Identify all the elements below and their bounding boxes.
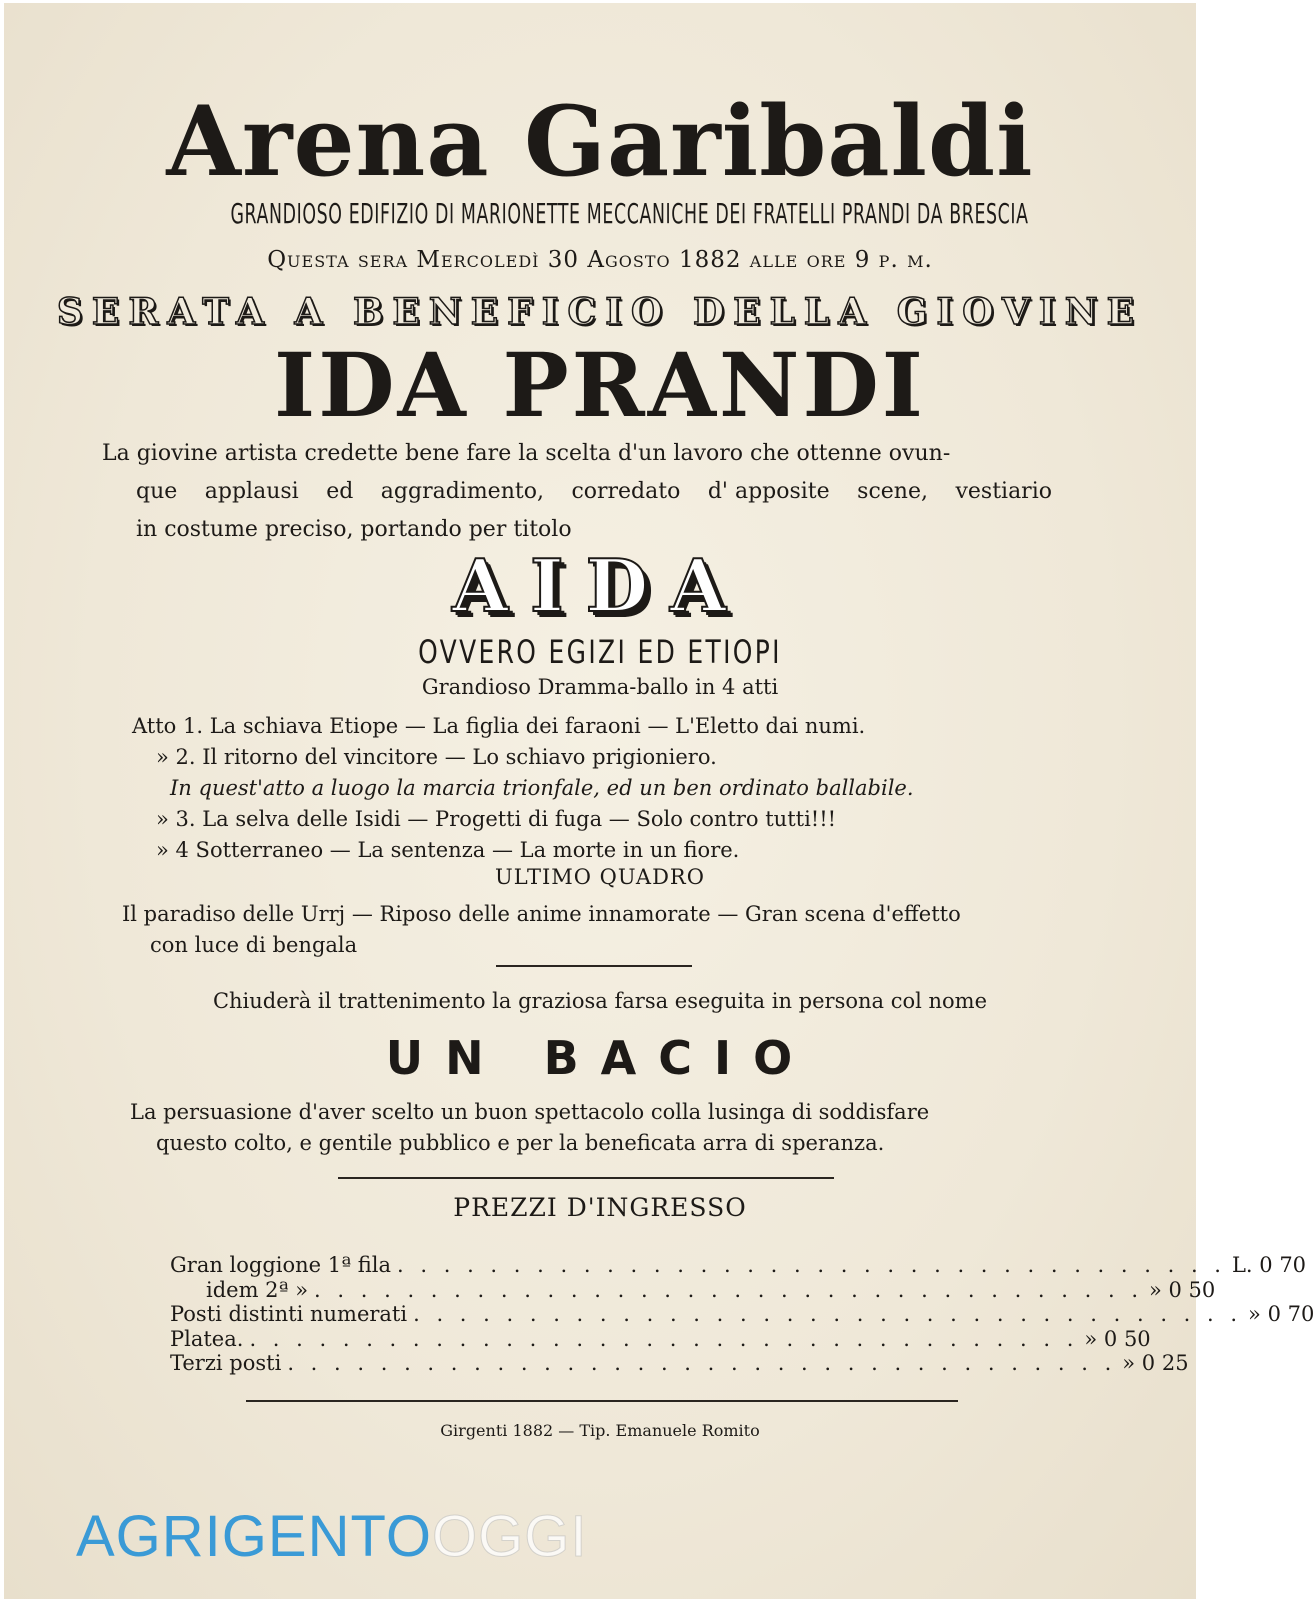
act-1: Atto 1. La schiava Etiope — La figlia dei faraoni — L'Eletto dai numi.: [132, 714, 866, 738]
intro-word: corredato: [571, 479, 681, 504]
price-row: [170, 1253, 1307, 1278]
price-label: idem 2ª »: [206, 1277, 309, 1302]
divider-prices-top: [338, 1177, 834, 1179]
intro-line-1: La giovine artista credette bene fare la scelta d'un lavoro che ottenne ovun-: [102, 441, 951, 466]
price-label: Gran loggione 1ª fila: [170, 1253, 392, 1277]
last-scene-title: ULTIMO QUADRO: [495, 865, 705, 889]
intro-word: vestiario: [955, 479, 1052, 504]
intro-word: d' apposite: [707, 479, 830, 504]
price-label: Terzi posti: [170, 1351, 282, 1375]
price-row: [170, 1302, 1314, 1327]
price-value: » 0 70: [1248, 1302, 1314, 1326]
act-3: » 3. La selva delle Isidi — Progetti di fuga — Solo contro tutti!!!: [156, 807, 837, 831]
prices-table: [170, 1253, 1314, 1376]
act-2-note: In quest'atto a luogo la marcia trionfale, ed un ben ordinato ballabile.: [170, 776, 914, 800]
price-row: [170, 1351, 1189, 1376]
price-row: [170, 1277, 1216, 1303]
price-value: L. 0 70: [1231, 1253, 1307, 1277]
poster-title: Arena Garibaldi: [166, 85, 1034, 198]
leader-dots: . . . . . . . . . . . . . . . . . . . . . . . . . . . . . . . . . . . .: [397, 1253, 1226, 1277]
artist-name: IDA PRANDI: [274, 333, 926, 437]
closing-text: [130, 1097, 929, 1159]
price-value: » 0 50: [1149, 1277, 1216, 1302]
price-row: [170, 1326, 1151, 1352]
last-scene-text: [122, 899, 961, 961]
printer-credit: Girgenti 1882 — Tip. Emanuele Romito: [440, 1421, 760, 1440]
watermark-part-2: OGGI: [431, 1504, 588, 1569]
last-scene-line-2: con luce di bengala: [150, 933, 358, 957]
opera-title: AIDA: [452, 543, 748, 628]
watermark-part-1: AGRIGENTO: [76, 1504, 432, 1569]
intro-line-2: [102, 473, 1062, 511]
farce-intro: Chiuderà il trattenimento la graziosa farsa eseguita in persona col nome: [212, 989, 988, 1013]
intro-word: ed: [326, 479, 354, 504]
last-scene-line-1: Il paradiso delle Urrj — Riposo delle anime innamorate — Gran scena d'effetto: [122, 902, 961, 926]
act-4: » 4 Sotterraneo — La sentenza — La morte in un fiore.: [156, 838, 740, 862]
farce-title: UN BACIO: [385, 1031, 815, 1085]
poster-subtitle: GRANDIOSO EDIFIZIO DI MARIONETTE MECCANICHE DEI FRATELLI PRANDI DA BRESCIA: [230, 197, 1029, 230]
intro-word: applausi: [204, 479, 299, 504]
leader-dots: . . . . . . . . . . . . . . . . . . . . . . . . . . . . . . . . . . . .: [287, 1351, 1117, 1375]
leader-dots: . . . . . . . . . . . . . . . . . . . . . . . . . . . . . . . . . . . .: [249, 1326, 1079, 1351]
closing-line-1: La persuasione d'aver scelto un buon spettacolo colla lusinga di soddisfare: [130, 1100, 930, 1124]
price-label: Platea.: [170, 1326, 244, 1351]
intro-paragraph: [102, 435, 1062, 549]
poster: [4, 3, 1314, 1599]
price-label: Posti distinti numerati: [170, 1302, 408, 1326]
leader-dots: . . . . . . . . . . . . . . . . . . . . . . . . . . . . . . . . . . . .: [314, 1277, 1143, 1302]
divider-prices-bottom: [246, 1400, 958, 1402]
prices-title: PREZZI D'INGRESSO: [453, 1193, 747, 1222]
intro-word: aggradimento,: [380, 479, 544, 504]
closing-line-2: questo colto, e gentile pubblico e per la beneficata arra di speranza.: [156, 1131, 885, 1155]
price-value: » 0 50: [1084, 1326, 1151, 1351]
opera-subtitle: OVVERO EGIZI ED ETIOPI: [418, 633, 782, 671]
opera-description: Grandioso Dramma-ballo in 4 atti: [421, 675, 779, 699]
intro-line-3: in costume preciso, portando per titolo: [136, 517, 572, 542]
price-value: » 0 25: [1122, 1351, 1189, 1375]
divider-short: [496, 965, 692, 967]
watermark-logo: [76, 1503, 587, 1570]
benefit-heading: SERATA A BENEFICIO DELLA GIOVINE: [56, 291, 1144, 333]
intro-word: scene,: [857, 479, 928, 504]
leader-dots: . . . . . . . . . . . . . . . . . . . . . . . . . . . . . . . . . . . .: [413, 1302, 1243, 1326]
intro-word: que: [136, 479, 178, 504]
acts-list: [132, 711, 1032, 866]
event-dateline: Questa sera Mercoledì 30 Agosto 1882 alle ore 9 p. m.: [267, 247, 933, 273]
act-2: » 2. Il ritorno del vincitore — Lo schiavo prigioniero.: [156, 745, 717, 769]
